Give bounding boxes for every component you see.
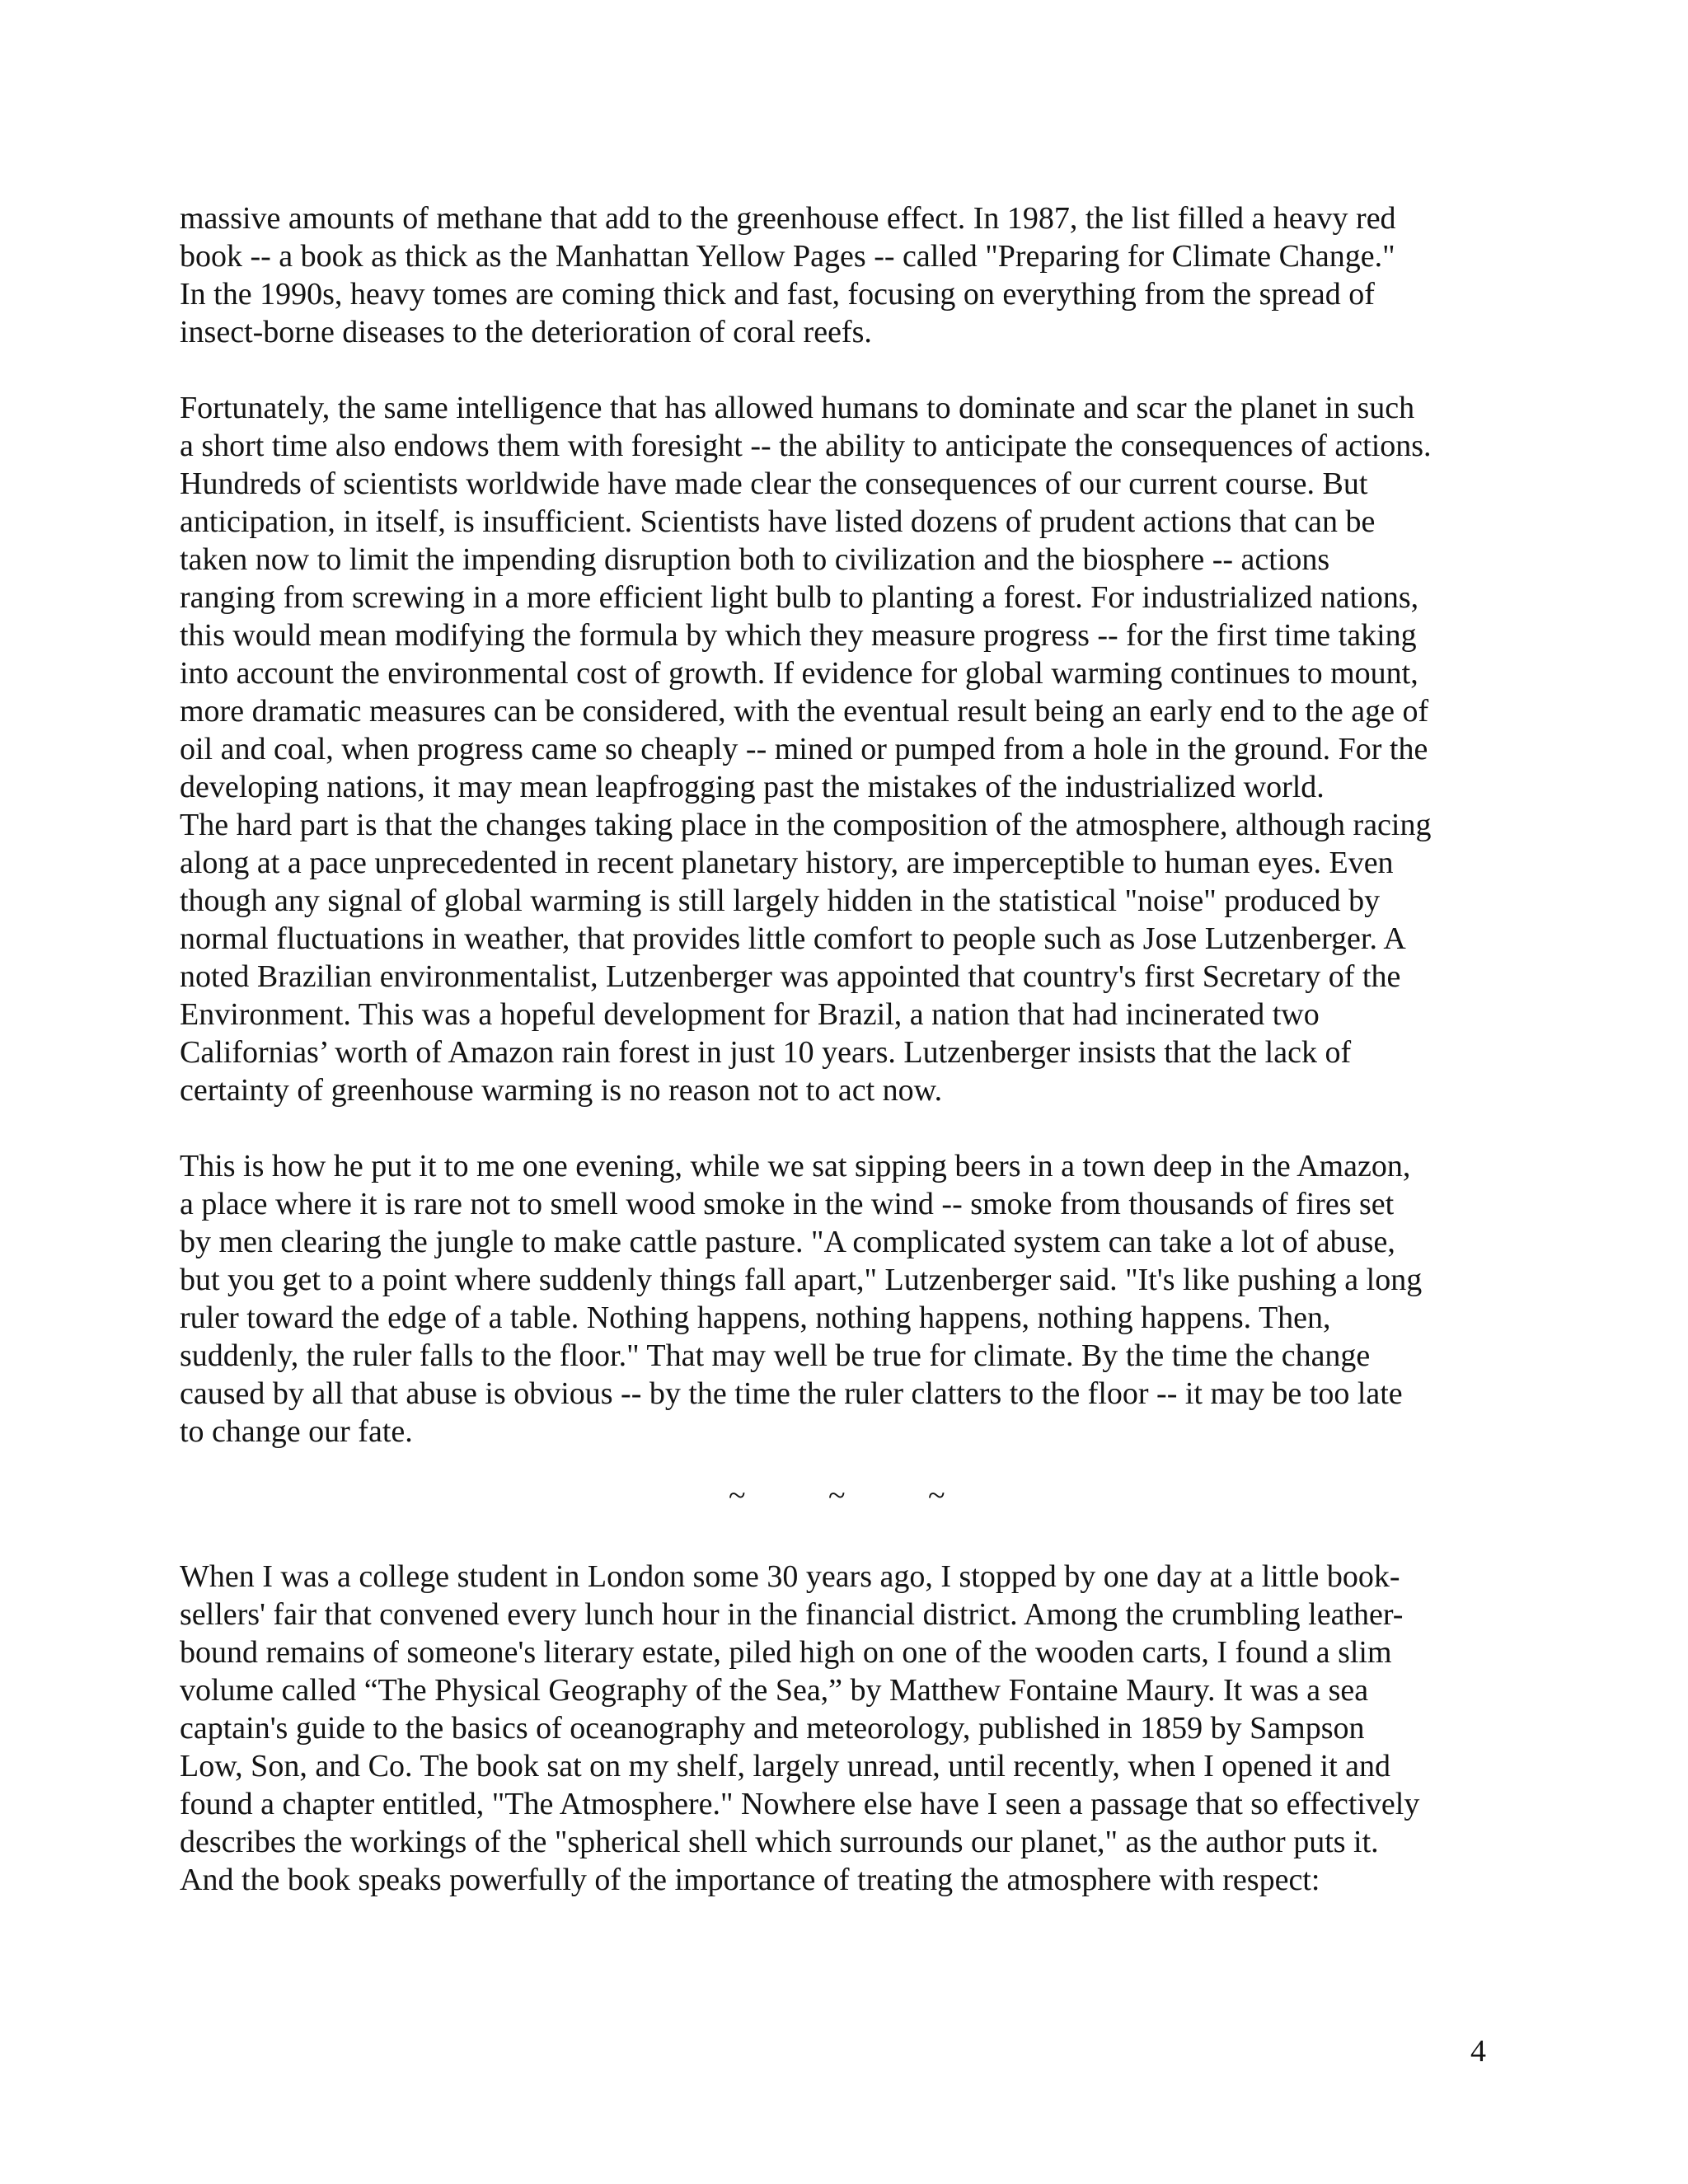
text-line: Californias’ worth of Amazon rain forest in just 10 years. Lutzenberger insists that the lack of bbox=[180, 1035, 1352, 1070]
text-line: volume called “The Physical Geography of the Sea,” by Matthew Fontaine Maury. It was a sea bbox=[180, 1673, 1369, 1708]
text-line: In the 1990s, heavy tomes are coming thick and fast, focusing on everything from the spread of bbox=[180, 277, 1375, 312]
text-line: bound remains of someone's literary estate, piled high on one of the wooden carts, I found a slim bbox=[180, 1635, 1392, 1670]
text-line: Fortunately, the same intelligence that has allowed humans to dominate and scar the planet in such bbox=[180, 391, 1415, 425]
text-line: insect-borne diseases to the deterioration of coral reefs. bbox=[180, 315, 872, 349]
text-line: book -- a book as thick as the Manhattan Yellow Pages -- called "Preparing for Climate Change." bbox=[180, 239, 1395, 274]
text-line: normal fluctuations in weather, that provides little comfort to people such as Jose Lutzenberger. A bbox=[180, 921, 1406, 956]
text-line: Low, Son, and Co. The book sat on my shelf, largely unread, until recently, when I opened it and bbox=[180, 1749, 1391, 1783]
text-line: though any signal of global warming is still largely hidden in the statistical "noise" produced by bbox=[180, 883, 1381, 918]
text-line: And the book speaks powerfully of the importance of treating the atmosphere with respect: bbox=[180, 1863, 1320, 1897]
text-line: caused by all that abuse is obvious -- by the time the ruler clatters to the floor -- it may be too late bbox=[180, 1376, 1403, 1411]
tilde-separator: ~ bbox=[928, 1479, 945, 1513]
text-line: more dramatic measures can be considered, with the eventual result being an early end to the age of bbox=[180, 694, 1429, 729]
text-line: found a chapter entitled, "The Atmosphere." Nowhere else have I seen a passage that so effectively bbox=[180, 1787, 1420, 1821]
text-line: ranging from screwing in a more efficient light bulb to planting a forest. For industrialized nations, bbox=[180, 580, 1419, 615]
text-line: into account the environmental cost of growth. If evidence for global warming continues to mount, bbox=[180, 656, 1418, 691]
text-line: Environment. This was a hopeful development for Brazil, a nation that had incinerated two bbox=[180, 997, 1320, 1032]
text-line: by men clearing the jungle to make cattle pasture. "A complicated system can take a lot of abuse, bbox=[180, 1225, 1395, 1259]
text-line: Hundreds of scientists worldwide have made clear the consequences of our current course. But bbox=[180, 466, 1368, 501]
page-number: 4 bbox=[1470, 2034, 1486, 2069]
text-line: describes the workings of the "spherical shell which surrounds our planet," as the author puts it. bbox=[180, 1825, 1379, 1859]
text-line: taken now to limit the impending disruption both to civilization and the biosphere -- actions bbox=[180, 542, 1330, 577]
text-line: this would mean modifying the formula by which they measure progress -- for the first time taking bbox=[180, 618, 1417, 653]
text-line: certainty of greenhouse warming is no reason not to act now. bbox=[180, 1073, 943, 1108]
text-line: suddenly, the ruler falls to the floor." That may well be true for climate. By the time the change bbox=[180, 1338, 1371, 1373]
text-line: captain's guide to the basics of oceanography and meteorology, published in 1859 by Sampson bbox=[180, 1711, 1365, 1746]
text-line: a place where it is rare not to smell wood smoke in the wind -- smoke from thousands of fires set bbox=[180, 1187, 1395, 1221]
text-line: sellers' fair that convened every lunch hour in the financial district. Among the crumbling leather- bbox=[180, 1597, 1404, 1632]
text-line: The hard part is that the changes taking place in the composition of the atmosphere, although racing bbox=[180, 808, 1432, 842]
text-line: along at a pace unprecedented in recent planetary history, are imperceptible to human eyes. Even bbox=[180, 846, 1394, 880]
text-line: When I was a college student in London some 30 years ago, I stopped by one day at a little book- bbox=[180, 1559, 1400, 1594]
text-line: anticipation, in itself, is insufficient. Scientists have listed dozens of prudent actions that can be bbox=[180, 504, 1376, 539]
text-line: noted Brazilian environmentalist, Lutzenberger was appointed that country's first Secretary of the bbox=[180, 959, 1401, 994]
text-line: but you get to a point where suddenly things fall apart," Lutzenberger said. "It's like pushing a long bbox=[180, 1263, 1423, 1297]
text-line: a short time also endows them with foresight -- the ability to anticipate the consequences of actions. bbox=[180, 429, 1432, 463]
text-line: massive amounts of methane that add to the greenhouse effect. In 1987, the list filled a heavy red bbox=[180, 201, 1396, 236]
text-line: oil and coal, when progress came so cheaply -- mined or pumped from a hole in the ground. For the bbox=[180, 732, 1428, 766]
text-line: ruler toward the edge of a table. Nothing happens, nothing happens, nothing happens. Then, bbox=[180, 1301, 1331, 1335]
tilde-separator: ~ bbox=[828, 1479, 846, 1513]
text-line: This is how he put it to me one evening, while we sat sipping beers in a town deep in the Amazon, bbox=[180, 1149, 1411, 1183]
text-line: to change our fate. bbox=[180, 1414, 413, 1449]
tilde-separator: ~ bbox=[729, 1479, 746, 1513]
text-line: developing nations, it may mean leapfrogging past the mistakes of the industrialized world. bbox=[180, 770, 1325, 804]
